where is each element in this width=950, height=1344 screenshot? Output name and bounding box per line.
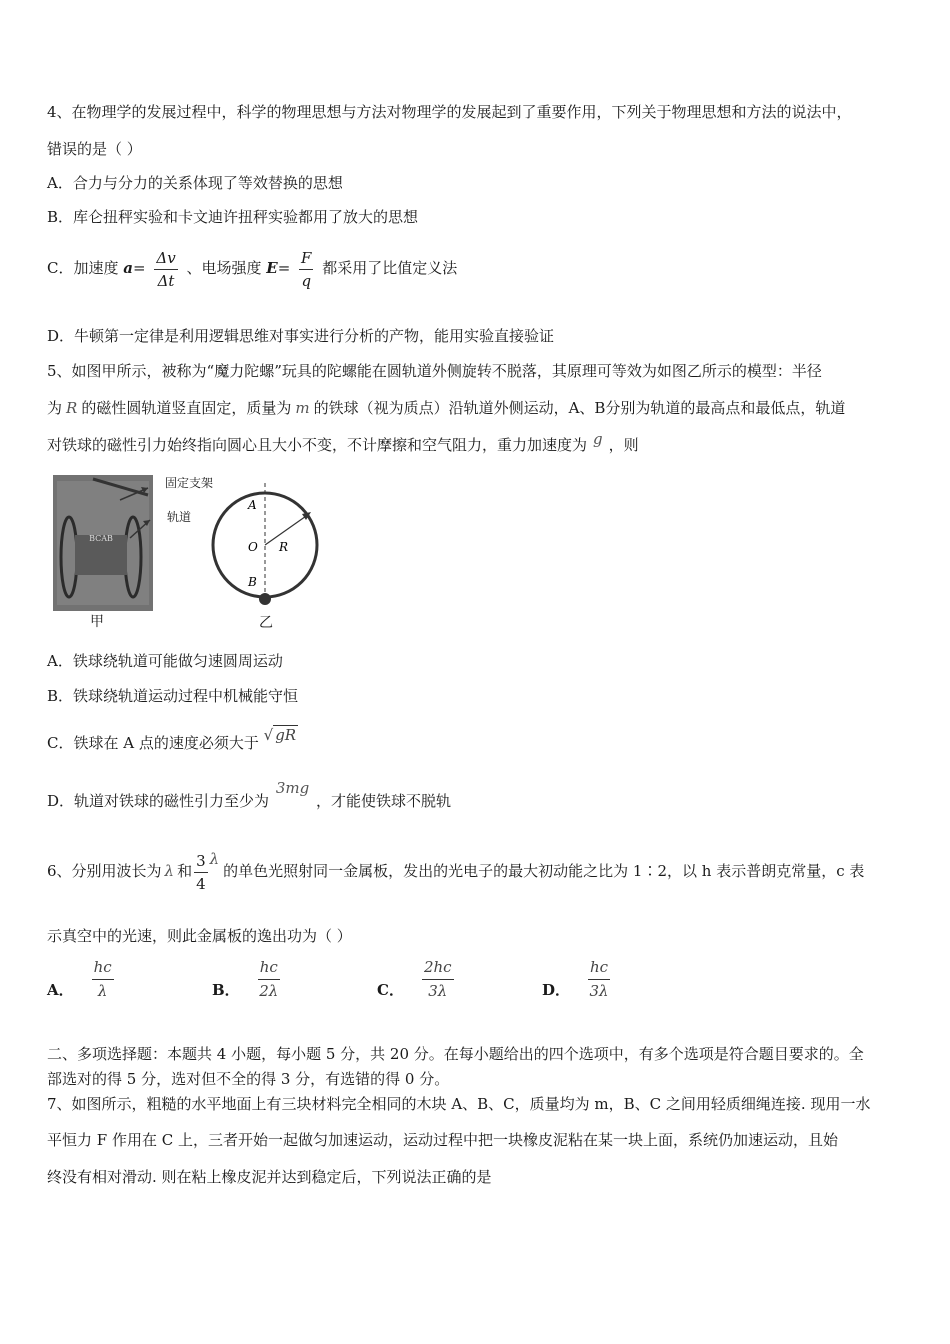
q6-lambda-2: λ [209,850,220,868]
q5-stem-line2 [47,398,845,418]
q5-text: 为 [47,399,63,417]
q6-fraction-three-quarters [194,852,208,893]
q5-option-b: B．铁球绕轨道运动过程中机械能守恒 [47,687,299,705]
q7-stem-line3: 终没有相对滑动. 则在粘上橡皮泥并达到稳定后，下列说法正确的是 [47,1168,492,1186]
q7-stem-line1: 7、如图所示，粗糙的水平地面上有三块材料完全相同的木块 A、B、C，质量均为 m，B、C 之间用轻质细绳连接. 现用一水 [47,1095,871,1113]
q5-text: 的磁性圆轨道竖直固定，质量为 [81,399,292,417]
q4-option-c [47,244,457,292]
q5-stem-line1: 5、如图甲所示，被称为“魔力陀螺”玩具的陀螺能在圆轨道外侧旋转不脱落，其原理可等效为如图乙所示的模型：半径 [47,362,822,380]
q6-text: 6、分别用波长为 [47,862,162,880]
q4-option-c-eq2: = [277,259,291,277]
q5-option-c [47,726,298,753]
q6-option-d [542,958,614,1001]
option-label: C． [377,981,404,999]
option-fraction [588,958,610,1001]
q4-option-c-mid: 、电场强度 [186,259,262,277]
q4-option-c-eq1: = [133,259,146,277]
q4-option-b: B．库仑扭秤实验和卡文迪许扭秤实验都用了放大的思想 [47,208,419,226]
option-label: D． [542,981,571,999]
photo-text: BCAB [89,534,113,543]
q5-symbol-m: m [295,399,310,417]
option-label: A． [47,981,74,999]
q6-option-b [212,958,284,1001]
frac-numerator: 3 [194,852,208,873]
q6-stem-line1 [47,842,864,900]
q5-text: 对铁球的磁性引力始终指向圆心且大小不变，不计摩擦和空气阻力，重力加速度为 [47,436,588,454]
q4-option-a: A．合力与分力的关系体现了等效替换的思想 [47,174,343,192]
q4-option-c-pre: C．加速度 [47,259,119,277]
section2-heading-line2: 部选对的得 5 分，选对但不全的得 3 分，有选错的得 0 分。 [47,1070,450,1088]
q5-option-a: A．铁球绕轨道可能做匀速圆周运动 [47,652,283,670]
point-b: B [248,575,257,589]
frac-numerator: hc [92,958,114,980]
point-a: A [248,498,257,512]
q5-text: 的铁球（视为质点）沿轨道外侧运动，A、B分别为轨道的最高点和最低点，轨道 [313,399,846,417]
option-label: B． [212,981,240,999]
frac-denominator: Δt [157,271,175,290]
q5-option-d-text: D．轨道对铁球的磁性引力至少为 [47,792,270,810]
point-o: O [248,540,258,554]
q5-option-c-text: C．铁球在 A 点的速度必须大于 [47,734,259,752]
point-r: R [279,540,289,554]
q5-stem-line3 [47,430,639,455]
track-diagram [205,478,330,608]
q5-symbol-g: g [593,430,603,448]
q6-text: 的单色光照射同一金属板，发出的光电子的最大初动能之比为 1∶2，以 h 表示普朗克常量，c 表 [223,862,865,880]
option-fraction [422,958,454,1001]
q4-option-d: D．牛顿第一定律是利用逻辑思维对事实进行分析的产物，能用实验直接验证 [47,327,555,345]
section2-heading-line1: 二、多项选择题：本题共 4 小题，每小题 5 分，共 20 分。在每小题给出的四个选项中，有多个选项是符合题目要求的。全 [47,1045,864,1063]
q5-option-d-value: 3mg [275,779,310,797]
q6-option-c [377,958,458,1001]
frac-numerator: Δv [154,249,177,270]
frac-denominator: 4 [196,874,206,893]
caption-jia: 甲 [90,614,104,630]
q4-option-c-e: E [266,259,278,277]
q4-option-c-a: a [123,259,133,277]
frac-numerator: hc [588,958,610,980]
caption-yi: 乙 [259,615,273,631]
sqrt-radicand: gR [275,726,297,744]
q5-option-d-text-post: ，才能使铁球不脱轨 [315,792,451,810]
q6-stem-line2: 示真空中的光速，则此金属板的逸出功为（ ） [47,927,352,945]
frac-numerator: 2hc [422,958,454,980]
option-fraction [258,958,280,1001]
q4-stem-line1: 4、在物理学的发展过程中，科学的物理思想与方法对物理学的发展起到了重要作用，下列关于物理思想和方法的说法中， [47,103,852,121]
frac-denominator: 2λ [259,982,279,1000]
frac-numerator: hc [258,958,280,980]
option-fraction [92,958,114,1001]
frac-numerator: F [299,249,313,270]
q4-stem-line2: 错误的是（ ） [47,140,142,158]
q6-lambda: λ [164,862,175,880]
q4-option-c-fraction-accel [154,249,177,290]
q5-symbol-r: R [66,399,78,417]
frac-denominator: q [301,271,312,290]
frac-denominator: 3λ [589,982,609,1000]
q4-option-c-post: 都采用了比值定义法 [322,259,458,277]
q5-text: ，则 [608,436,639,454]
q6-option-a [47,958,118,1001]
label-track: 轨道 [167,510,192,524]
q5-option-d [47,779,451,811]
iron-ball [259,593,271,605]
q4-option-c-fraction-field [299,249,313,290]
q6-text: 和 [177,862,193,880]
frac-denominator: 3λ [428,982,448,1000]
q7-stem-line2: 平恒力 F 作用在 C 上，三者开始一起做匀加速运动，运动过程中把一块橡皮泥粘在某一块上面，系统仍加速运动，且始 [47,1131,838,1149]
frac-denominator: λ [97,982,108,1000]
label-fixed-bracket: 固定支架 [165,476,214,490]
q5-option-c-sqrt: √ gR [263,726,297,744]
